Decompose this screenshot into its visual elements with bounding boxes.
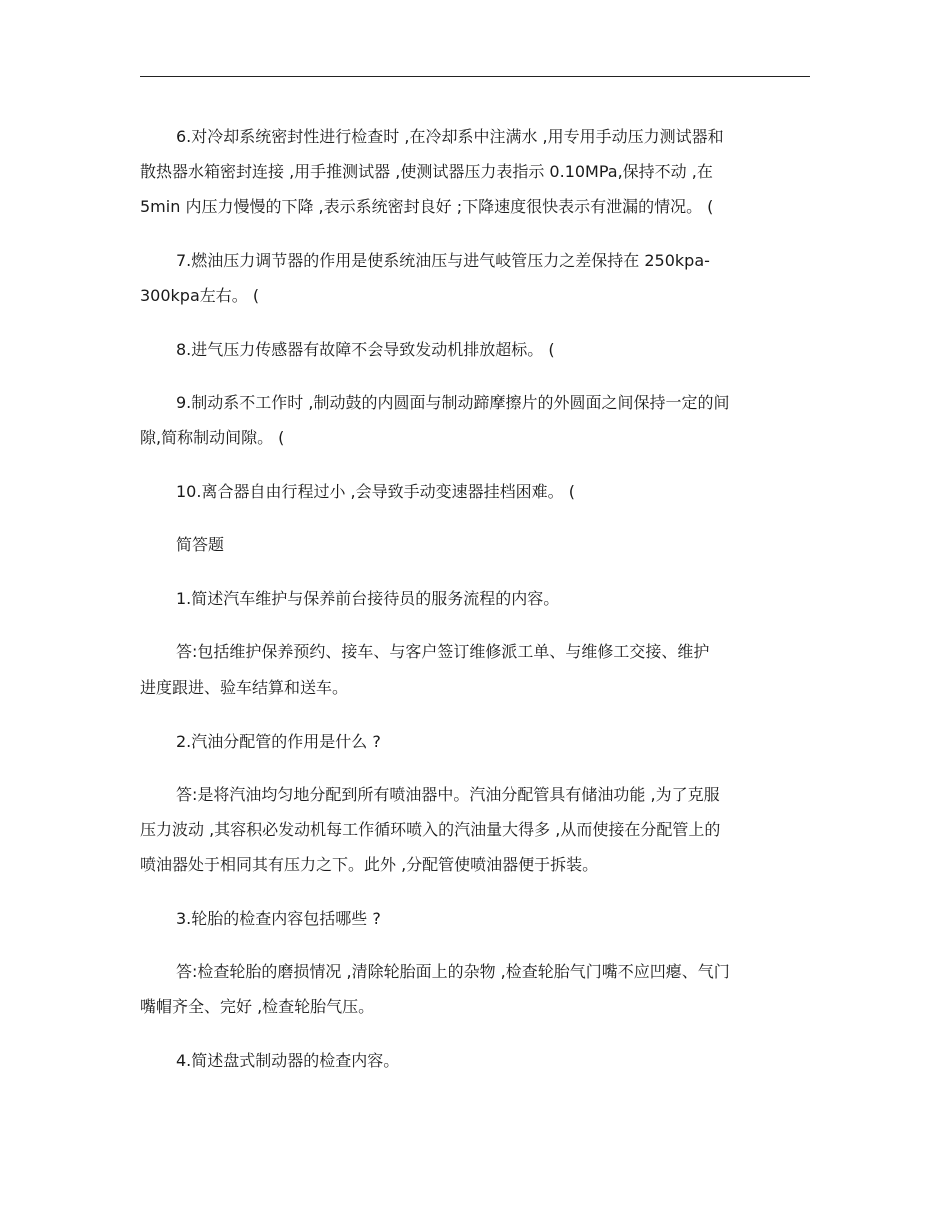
text-line: 5min 内压力慢慢的下降 ,表示系统密封良好 ;下降速度很快表示有泄漏的情况。 ( bbox=[140, 197, 714, 216]
answer-line: 压力波动 ,其容积必发动机每工作循环喷入的汽油量大得多 ,从而使接在分配管上的 bbox=[140, 820, 721, 839]
text-line: 9.制动系不工作时 ,制动鼓的内圆面与制动蹄摩擦片的外圆面之间保持一定的间 bbox=[176, 393, 730, 412]
question-line: 1.简述汽车维护与保养前台接待员的服务流程的内容。 bbox=[176, 589, 560, 608]
text-line: 7.燃油压力调节器的作用是使系统油压与进气岐管压力之差保持在 250kpa- bbox=[176, 251, 710, 270]
question-line: 3.轮胎的检查内容包括哪些 ? bbox=[176, 909, 381, 928]
text-line: 8.进气压力传感器有故障不会导致发动机排放超标。 ( bbox=[176, 340, 555, 359]
answer-line: 喷油器处于相同其有压力之下。此外 ,分配管使喷油器便于拆装。 bbox=[140, 855, 599, 874]
answer-line: 答:检查轮胎的磨损情况 ,清除轮胎面上的杂物 ,检查轮胎气门嘴不应凹瘪、气门 bbox=[176, 962, 730, 981]
question-line: 4.简述盘式制动器的检查内容。 bbox=[176, 1051, 400, 1070]
answer-line: 进度跟进、验车结算和送车。 bbox=[140, 678, 349, 697]
question-line: 2.汽油分配管的作用是什么 ? bbox=[176, 732, 381, 751]
text-line: 300kpa左右。 ( bbox=[140, 286, 260, 305]
section-heading: 简答题 bbox=[176, 535, 225, 554]
answer-line: 嘴帽齐全、完好 ,检查轮胎气压。 bbox=[140, 997, 375, 1016]
text-line: 散热器水箱密封连接 ,用手推测试器 ,使测试器压力表指示 0.10MPa,保持不动 ,在 bbox=[140, 162, 713, 181]
text-line: 隙,简称制动间隙。 ( bbox=[140, 428, 285, 447]
answer-line: 答:是将汽油均匀地分配到所有喷油器中。汽油分配管具有储油功能 ,为了克服 bbox=[176, 785, 720, 804]
text-line: 10.离合器自由行程过小 ,会导致手动变速器挂档困难。 ( bbox=[176, 482, 575, 501]
text-line: 6.对冷却系统密封性进行检查时 ,在冷却系中注满水 ,用专用手动压力测试器和 bbox=[176, 127, 724, 146]
answer-line: 答:包括维护保养预约、接车、与客户签订维修派工单、与维修工交接、维护 bbox=[176, 642, 710, 661]
header-rule bbox=[140, 76, 810, 77]
